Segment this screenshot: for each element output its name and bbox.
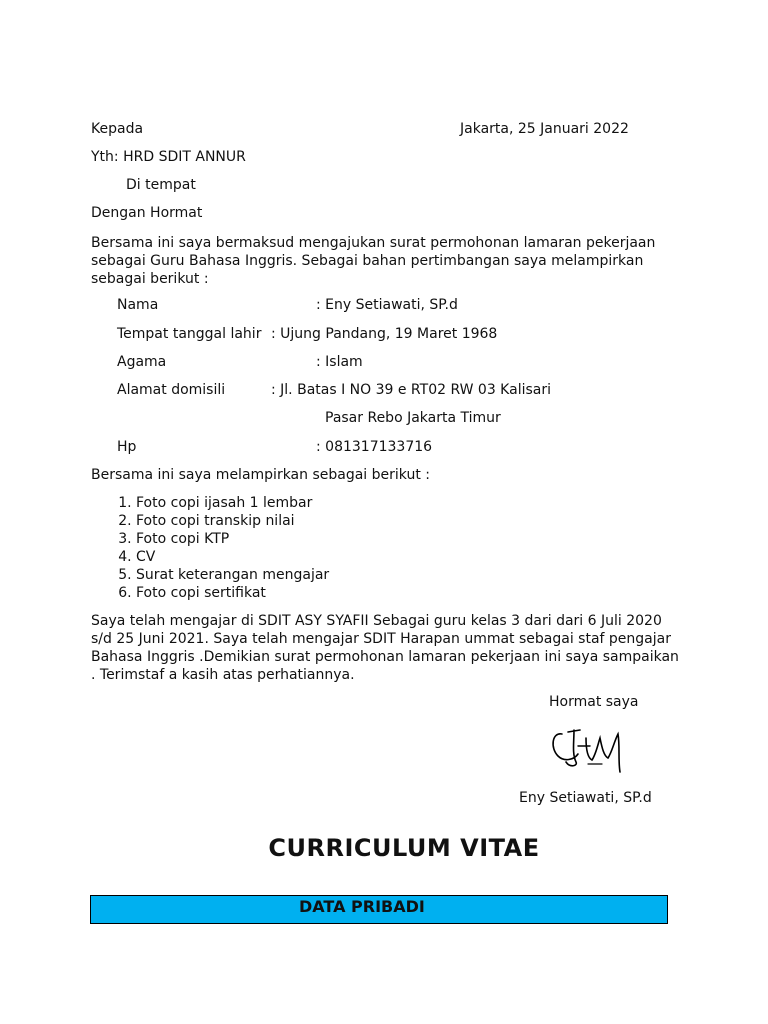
detail-label: Hp <box>117 439 137 455</box>
list-item: 5. Surat keterangan mengajar <box>136 566 329 584</box>
detail-value: : Eny Setiawati, SP.d <box>316 297 458 313</box>
detail-label: Nama <box>117 297 159 313</box>
signature-image <box>548 724 628 776</box>
detail-row-phone <box>117 439 677 459</box>
detail-row-religion <box>117 354 677 374</box>
list-item: 2. Foto copi transkip nilai <box>136 512 329 530</box>
detail-value: : Islam <box>316 354 363 370</box>
list-item: 4. CV <box>136 548 329 566</box>
detail-label: Alamat domisili <box>117 382 226 398</box>
detail-label: Agama <box>117 354 167 370</box>
signer-name: Eny Setiawati, SP.d <box>519 790 652 806</box>
detail-row-birth <box>117 326 677 346</box>
attachments-list <box>91 494 329 602</box>
detail-row-address-cont <box>117 410 677 430</box>
attachments-intro: Bersama ini saya melampirkan sebagai berikut : <box>91 467 430 483</box>
recipient-name: Yth: HRD SDIT ANNUR <box>91 149 246 165</box>
list-item: 6. Foto copi sertifikat <box>136 584 329 602</box>
greeting: Dengan Hormat <box>91 205 203 221</box>
sign-off: Hormat saya <box>549 694 639 710</box>
section-title: DATA PRIBADI <box>299 897 425 916</box>
recipient-place: Di tempat <box>126 177 196 193</box>
cv-title: CURRICULUM VITAE <box>268 834 540 862</box>
closing-paragraph: Saya telah mengajar di SDIT ASY SYAFII Sebagai guru kelas 3 dari dari 6 Juli 2020 s/d 25 Juni 2021. Saya telah mengajar SDIT Harapan ummat sebagai staf pengajar Bahasa Inggris .Demikian surat permohonan lamaran pekerjaan ini saya sampaikan . Terimstaf a kasih atas perhatiannya. <box>91 613 679 683</box>
intro-paragraph: Bersama ini saya bermaksud mengajukan surat permohonan lamaran pekerjaan sebagai Guru Bahasa Inggris. Sebagai bahan pertimbangan saya melampirkan sebagai berikut : <box>91 235 656 287</box>
detail-row-name <box>117 297 677 317</box>
date-line: Jakarta, 25 Januari 2022 <box>460 121 629 137</box>
detail-value: Pasar Rebo Jakarta Timur <box>325 410 501 426</box>
list-item: 3. Foto copi KTP <box>136 530 329 548</box>
recipient-to: Kepada <box>91 121 144 137</box>
list-item: 1. Foto copi ijasah 1 lembar <box>136 494 329 512</box>
detail-row-address <box>117 382 677 402</box>
detail-value: : 081317133716 <box>316 439 433 455</box>
detail-label: Tempat tanggal lahir <box>117 326 262 342</box>
detail-value: : Jl. Batas I NO 39 e RT02 RW 03 Kalisari <box>271 382 551 398</box>
detail-value: : Ujung Pandang, 19 Maret 1968 <box>271 326 498 342</box>
section-header-bar <box>90 895 668 924</box>
